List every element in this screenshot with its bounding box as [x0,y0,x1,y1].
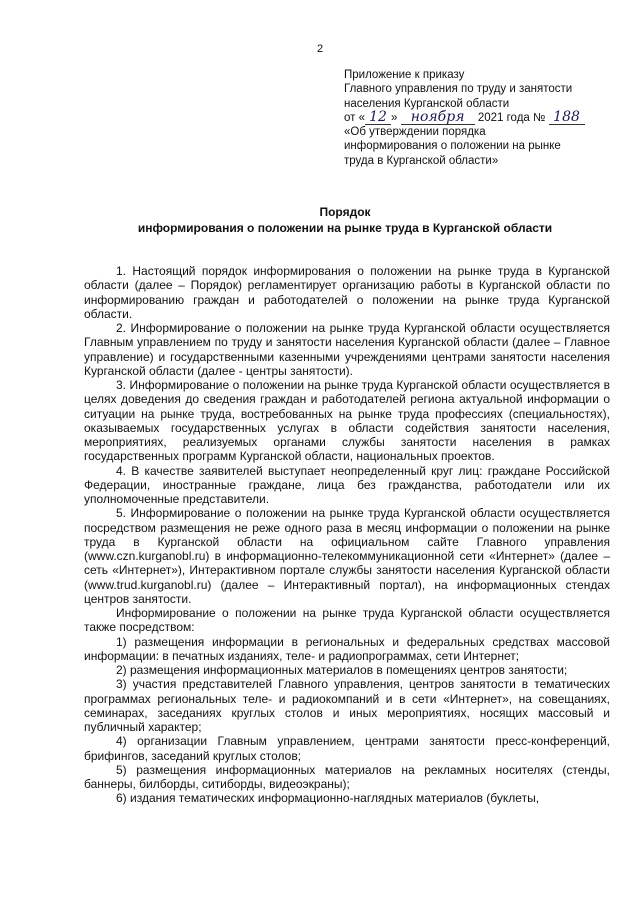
appendix-header [344,68,612,168]
title-line: Порядок [319,205,371,219]
appendix-line: Приложение к приказу [344,69,465,81]
document-title [80,204,610,236]
appendix-date-line [344,108,612,125]
paragraph: 4. В качестве заявителей выступает неопределенный круг лиц: граждане Российской Федерации, иностранные граждане, лица без гражданства, работодатели или их уполномоченные представители. [84,463,610,506]
handwritten-month: ноября [401,111,475,125]
handwritten-day: 12 [365,111,391,125]
list-item: 3) участия представителей Главного управления, центров занятости в тематических программах региональных теле- и радиокомпаний и в сети «Интернет», на совещаниях, семинарах, заседаниях круглых столов и иных мероприятиях, носящих массовый и публичный характер; [84,677,610,734]
paragraph: 2. Информирование о положении на рынке труда Курганской области осуществляется Главным управлением по труду и занятости населения Курганской области (далее – Главное управление) и государственными казенными учреждениями центрами занятости населения Курганской области (далее - центры занятости). [84,321,610,378]
appendix-line: информирования о положении на рынке [344,140,561,153]
date-prefix: от « [344,111,366,124]
paragraph: 5. Информирование о положении на рынке труда Курганской области осуществляется посредством размещения не реже одного раза в месяц информации о положении на рынке труда в Курганской области на официальном сайте Главного управления (www.czn.kurganobl.ru) в информационно-телекоммуникационной сети «Интернет» (далее – сеть «Интернет»), Интерактивном портале службы занятости населения Курганской области (www.trud.kurganobl.ru) (далее – Интерактивный портал), на информационных стендах центров занятости. [84,506,610,606]
appendix-line: труда в Курганской области» [344,154,499,167]
document-body [84,264,610,806]
handwritten-order-number: 188 [549,111,585,125]
appendix-line: «Об утверждении порядка [344,126,486,139]
appendix-line: населения Курганской области [344,97,510,110]
list-item: 4) организации Главным управлением, центрами занятости пресс-конференций, брифингов, заседаний круглых столов; [84,734,610,763]
title-line: информирования о положении на рынке труда в Курганской области [137,221,553,235]
list-item: 6) издания тематических информационно-наглядных материалов (буклеты, [116,791,540,806]
date-mid: » [391,111,398,124]
list-item: 1) размещения информации в региональных и федеральных средствах массовой информации: в печатных изданиях, теле- и радиопрограммах, сети Интернет; [84,634,610,663]
paragraph: Информирование о положении на рынке труда Курганской области осуществляется также посредством: [84,606,610,635]
list-item: 2) размещения информационных материалов в помещениях центров занятости; [116,663,568,677]
appendix-line: Главного управления по труду и занятости [344,83,573,96]
paragraph: 3. Информирование о положении на рынке труда Курганской области осуществляется в целях доведения до сведения граждан и работодателей региона актуальной информации о ситуации на рынке труда, востребованных на рынке труда профессиях (специальностях), оказываемых государственных услугах в области содействия занятости населения, мероприятиях, реализуемых органами службы занятости населения в рамках государственных программ Курганской области, национальных проектов. [84,378,610,464]
date-year: 2021 года № [477,111,546,124]
list-item: 5) размещения информационных материалов на рекламных носителях (стенды, баннеры, билборды, ситиборды, видеоэкраны); [84,762,610,791]
page-number: 2 [316,43,324,55]
paragraph: 1. Настоящий порядок информирования о положении на рынке труда в Курганской области (далее – Порядок) регламентирует организацию работы в Курганской области по информированию граждан и работодателей о положении на рынке труда Курганской области. [84,264,610,321]
